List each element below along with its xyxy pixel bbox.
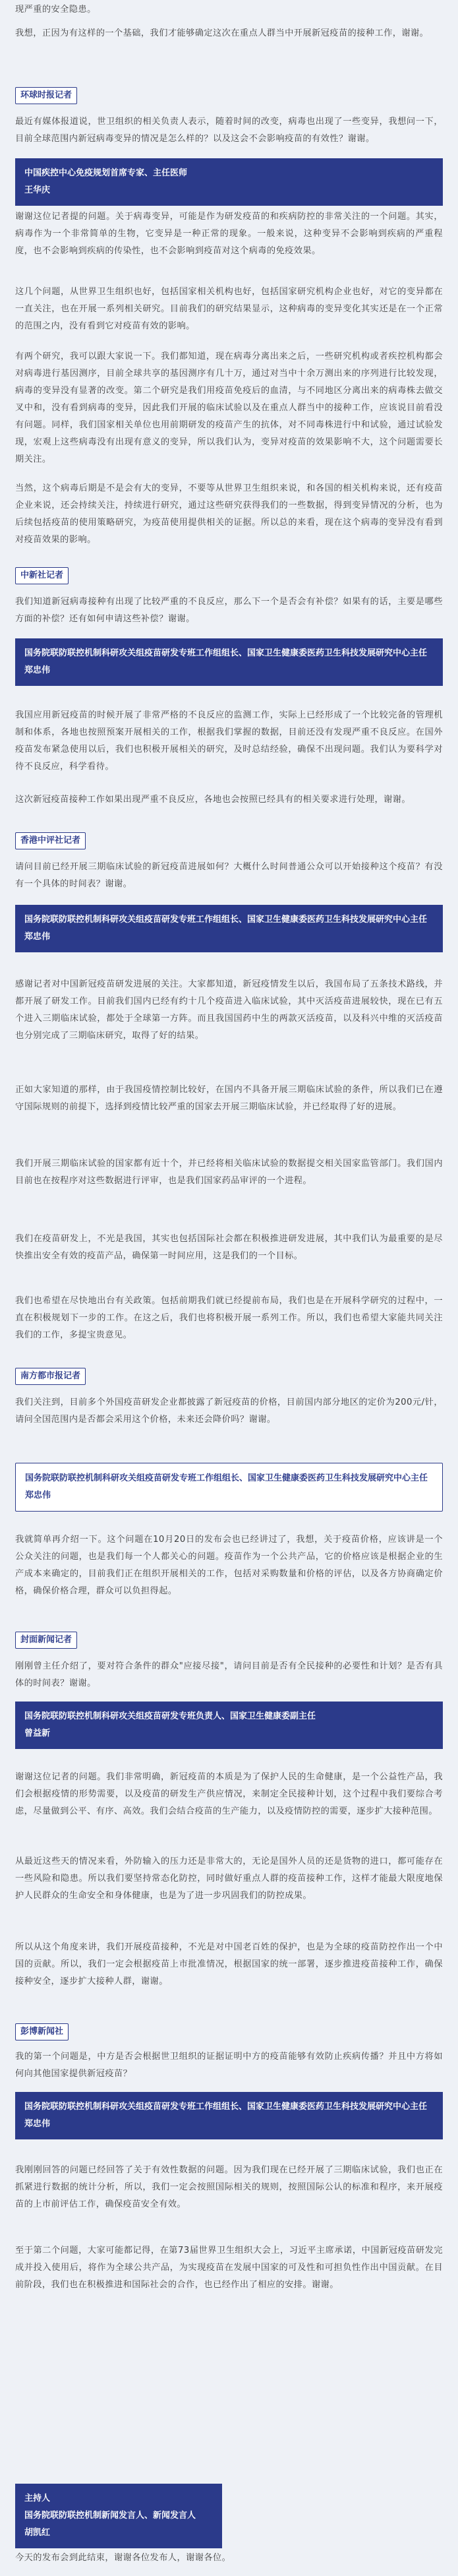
paragraph: 这几个问题，从世界卫生组织也好，包括国家相关机构也好，包括国家研究机构企业也好，对它的变异都在一直关注，也在开展一系列相关研究。目前我们的研究结果显示，这种病毒的变异变化其实还是在一个正常的范围之内，没有看到它对疫苗有效的影响。 [15,287,443,331]
reporter-tag: 环球时报记者 [15,87,77,104]
paragraph: 所以从这个角度来讲，我们开展疫苗接种，不光是对中国老百姓的保护，也是为全球的疫苗防控作出一个中国的贡献。所以，我们一定会根据疫苗上市批准情况，根据国家的统一部署，逐步推进疫苗接种工作，确保接种安全，逐步扩大接种人群，谢谢。 [15,1942,443,1986]
paragraph: 感谢记者对中国新冠疫苗研发进展的关注。大家都知道，新冠疫情发生以后，我国布局了五条技术路线，并都开展了研发工作。目前我们国内已经有约十几个疫苗进入临床试验，其中灭活疫苗进展较快，现在已有五个进入三期临床试验，都处于全球第一方阵。而且我国国药中生的两款灭活疫苗，以及科兴中维的灭活疫苗也分别完成了三期临床研究，取得了好的结果。 [15,979,443,1041]
paragraph: 谢谢这位记者的问题。我们非常明确，新冠疫苗的本质是为了保护人民的生命健康，是一个公益性产品，我们会根据疫情的形势需要，以及疫苗的研发生产供应情况，来制定全民接种计划，这个过程中我们要综合考虑，尽量做到公平、有序、高效。我们会结合疫苗的生产能力，以及疫情防控的需要，逐步扩大接种范围。 [15,1772,443,1816]
question-paragraph: 我们知道新冠病毒接种有出现了比较严重的不良反应，那么下一个是否会有补偿？如果有的话，主要是哪些方面的补偿？还有如何申请这些补偿？谢谢。 [15,597,443,624]
speaker-name: 郑忠伟 [25,1490,51,1500]
speaker-name: 郑忠伟 [24,665,51,675]
question-paragraph: 最近有媒体报道说，世卫组织的相关负责人表示，随着时间的改变，病毒也出现了一些变异，我想问一下，目前全球范围内新冠病毒变异的情况是怎么样的？以及这会不会影响疫苗的有效性？谢谢。 [15,117,443,144]
paragraph: 有两个研究，我可以跟大家说一下。我们都知道，现在病毒分离出来之后，一些研究机构或者疾控机构都会对病毒进行基因测序，目前全球共享的基因测序有几十万，通过对当中十余万测出来的序列进行比较发现，病毒的变异没有显著的改变。第二个研究是我们用疫苗免疫后的血清，与不同地区分离出来的病毒株去做交叉中和，没有看到病毒的变异，因此我们开展的临床试验以及在重点人群当中的接种工作，应该说目前看没有问题。同样，我们国家相关单位也用前期研发的疫苗产生的抗体，对不同毒株进行中和试验，通过试验发现，宏观上这些病毒没有出现有意义的变异，所以我们认为，变异对疫苗的效果影响不大，这个问题需要长期关注。 [15,352,443,464]
host-label: 主持人 [24,2494,51,2503]
question-paragraph: 我们关注到，目前多个外国疫苗研发企业都披露了新冠疫苗的价格，目前国内部分地区的定价为200元/针，请问全国范围内是否都会采用这个价格，未来还会降价吗？谢谢。 [15,1397,443,1425]
speaker-name: 郑忠伟 [24,932,51,942]
speaker-banner [15,905,443,952]
paragraph: 我国应用新冠疫苗的时候开展了非常严格的不良反应的监测工作，实际上已经形成了一个比较完备的管理机制和体系，各地也按照预案开展相关的工作，根据我们掌握的数据，目前还没有发现严重不良反应。在国外疫苗发布紧急使用以后，我们也积极开展相关的研究，及时总结经验，确保不出现问题。我们认为要科学对待不良反应，科学看待。 [15,710,443,772]
paragraph: 正如大家知道的那样，由于我国疫情控制比较好，在国内不具备开展三期临床试验的条件，所以我们已在遵守国际规则的前提下，选择到疫情比较严重的国家去开展三期临床试验，并已经取得了好的进展。 [15,1085,443,1112]
paragraph: 我们在疫苗研发上，不光是我国，其实也包括国际社会都在积极推进研发进展，其中我们认为最重要的是尽快推出安全有效的疫苗产品，确保第一时间应用，这是我们的一个目标。 [15,1234,443,1261]
question-paragraph: 请问目前已经开展三期临床试验的新冠疫苗进展如何？大概什么时间普通公众可以开始接种这个疫苗？有没有一个具体的时间表？谢谢。 [15,862,443,889]
speaker-banner [15,1702,443,1749]
paragraph: 这次新冠疫苗接种工作如果出现严重不良反应，各地也会按照已经具有的相关要求进行处理，谢谢。 [15,795,411,805]
speaker-banner [15,2092,443,2139]
reporter-tag: 南方都市报记者 [15,1368,86,1385]
reporter-tag: 彭博新闻社 [15,2023,69,2040]
reporter-tag: 香港中评社记者 [15,832,86,849]
speaker-name: 郑忠伟 [24,2119,51,2129]
paragraph: 谢谢这位记者提的问题。关于病毒变异，可能是作为研发疫苗的和疾病防控的非常关注的一个问题。其实，病毒作为一个非常简单的生物，它变异是一种正常的现象。一般来说，这种变异不会影响到疾病的严重程度，也不会影响到疾病的传染性，也不会影响到疫苗对这个病毒的免疫效果。 [15,212,443,256]
paragraph: 我们也希望在尽快地出台有关政策。包括前期我们就已经提前布局，我们也是在开展科学研究的过程中，一直在积极规划下一步的工作。在这之后，我们也将积极开展一系列工作。所以，我们也希望大家能共同关注我们的工作，多提宝贵意见。 [15,1296,443,1340]
speaker-title: 国务院联防联控机制科研攻关组疫苗研发专班工作组组长、国家卫生健康委医药卫生科技发展研究中心主任 [24,915,428,925]
paragraph: 我就简单再介绍一下。这个问题在10月20日的发布会也已经讲过了，我想，关于疫苗价格，应该讲是一个公众关注的问题，也是我们每一个人都关心的问题。疫苗作为一个公共产品，它的价格应该是根据企业的生产成本来确定的，目前我们正在组织开展相关的工作，包括对采购数量和价格的评估，以及各方协商确定价格，确保价格合理，群众可以负担得起。 [15,1535,443,1596]
reporter-tag: 封面新闻记者 [15,1632,77,1649]
paragraph: 至于第二个问题，大家可能都记得，在第73届世界卫生组织大会上，习近平主席承诺，中国新冠疫苗研发完成并投入使用后，将作为全球公共产品，为实现疫苗在发展中国家的可及性和可担负性作出中国贡献。在目前阶段，我们也在积极推进和国际社会的合作，也已经作出了相应的安排。谢谢。 [15,2246,443,2290]
speaker-title: 国务院联防联控机制科研攻关组疫苗研发专班工作组组长、国家卫生健康委医药卫生科技发展研究中心主任 [24,648,428,658]
speaker-name: 王华庆 [24,185,51,195]
paragraph: 从最近这些天的情况来看，外防输入的压力还是非常大的，无论是国外人员的还是货物的进口，都可能存在一些风险和隐患。所以我们要坚持常态化防控，同时做好重点人群的疫苗接种工作，这样才能最大限度地保护人民群众的生命安全和身体健康，也是为了进一步巩固我们的防控成果。 [15,1856,443,1901]
paragraph: 我刚刚回答的问题已经回答了关于有效性数据的问题。因为我们现在已经开展了三期临床试验，我们也正在抓紧进行数据的统计分析，所以，我们一定会按照国际相关的规则，按照国际公认的标准和程序，来开展疫苗的上市前评估工作，确保疫苗安全有效。 [15,2165,443,2209]
speaker-title: 国务院联防联控机制科研攻关组疫苗研发专班工作组组长、国家卫生健康委医药卫生科技发展研究中心主任 [24,2102,428,2112]
paragraph: 我想，正因为有这样的一个基础，我们才能够确定这次在重点人群当中开展新冠疫苗的接种工作，谢谢。 [15,28,429,38]
paragraph: 当然，这个病毒后期是不是会有大的变异，不要等从世界卫生组织来说，和各国的相关机构来说，还有疫苗企业来说，还会持续关注，持续进行研究，通过这些研究获得我们的一些数据，得到变异情况的分析，也为后续包括疫苗的使用策略研究，为疫苗使用提供相关的证据。所以总的来看，现在这个病毒的变异没有看到对疫苗效果的影响。 [15,483,443,545]
speaker-banner [15,158,443,206]
host-title: 国务院联防联控机制新闻发言人、新闻发言人 [24,2511,196,2521]
closing-paragraph: 今天的发布会到此结束，谢谢各位发布人，谢谢各位。 [15,2553,231,2563]
speaker-name: 曾益新 [24,1729,51,1738]
question-paragraph: 我的第一个问题是，中方是否会根据世卫组织的证据证明中方的疫苗能够有效防止疾病传播？并且中方将如何向其他国家提供新冠疫苗？ [15,2052,443,2079]
speaker-box [15,1463,443,1512]
speaker-banner [15,638,443,686]
speaker-title: 中国疾控中心免疫规划首席专家、主任医师 [24,168,188,178]
reporter-tag: 中新社记者 [15,567,69,584]
speaker-title: 国务院联防联控机制科研攻关组疫苗研发专班负责人、国家卫生健康委副主任 [24,1711,316,1721]
host-banner [15,2484,222,2548]
paragraph: 现严重的安全隐患。 [15,5,96,15]
question-paragraph: 刚刚曾主任介绍了，要对符合条件的群众"应接尽接"，请问目前是否有全民接种的必要性和计划？是否有具体的时间表？谢谢。 [15,1661,443,1688]
speaker-title: 国务院联防联控机制科研攻关组疫苗研发专班工作组组长、国家卫生健康委医药卫生科技发展研究中心主任 [25,1473,428,1483]
paragraph: 我们开展三期临床试验的国家都有近十个，并已经将相关临床试验的数据提交相关国家监管部门。我们国内目前也在按程序对这些数据进行评审，也是我们国家药品审评的一个进程。 [15,1159,443,1186]
host-name: 胡凯红 [24,2528,51,2538]
